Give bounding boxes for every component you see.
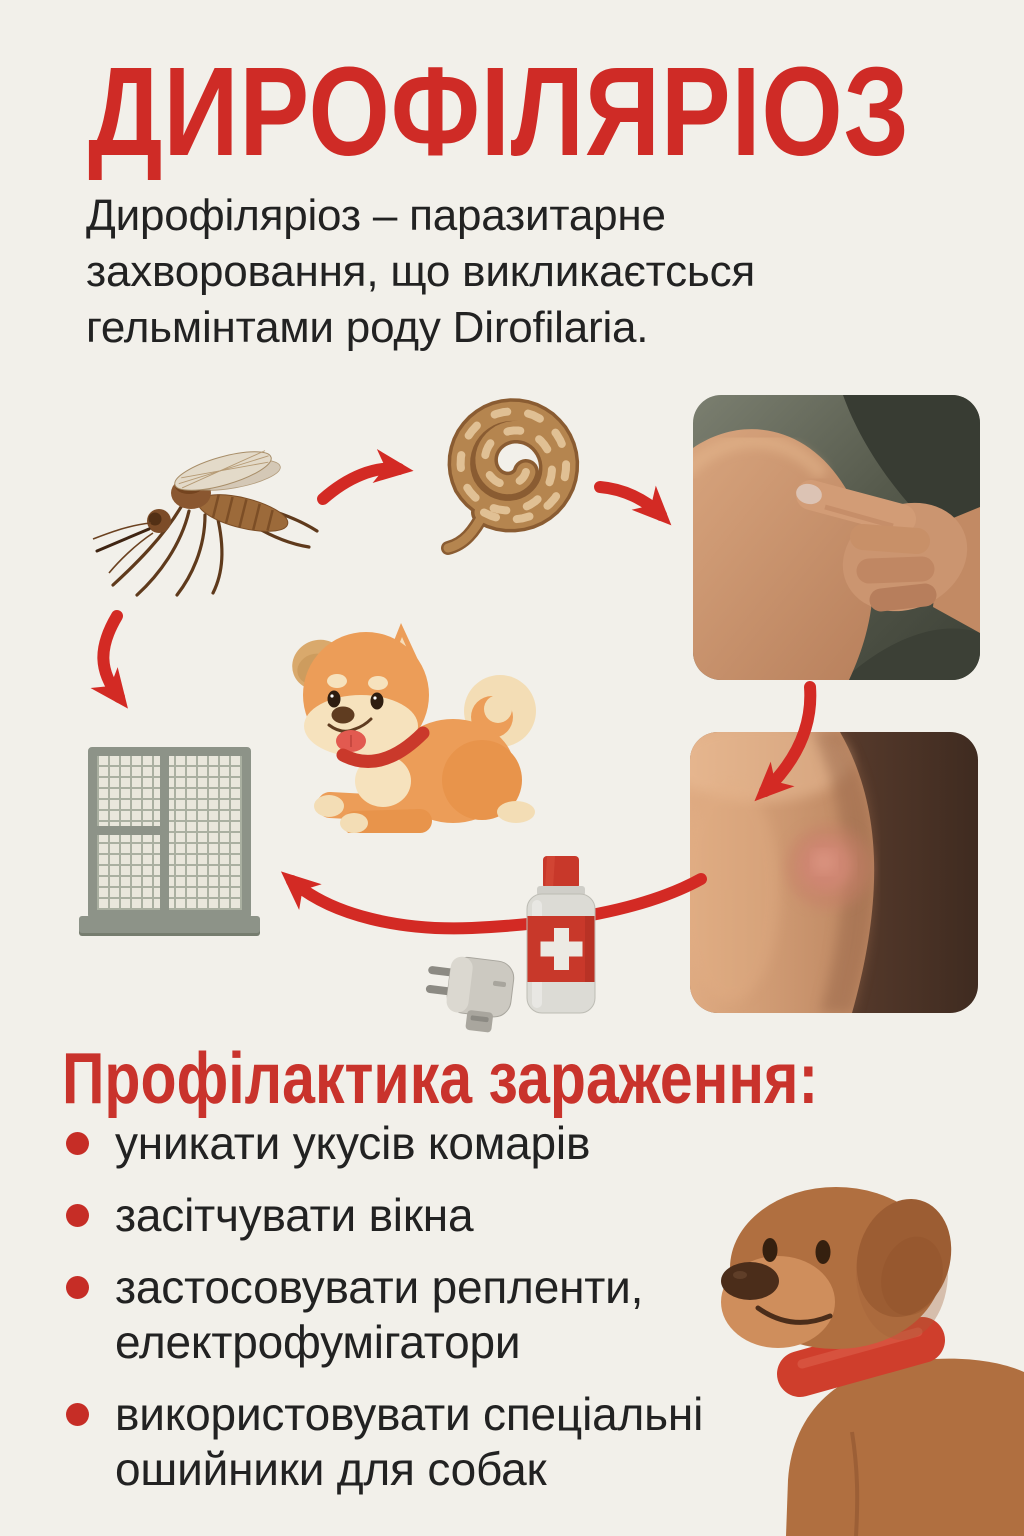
intro-line: захворовання, що викликаєтсься bbox=[86, 247, 756, 296]
bullet-dot bbox=[66, 1403, 89, 1426]
heartworm-larva-illustration bbox=[408, 392, 598, 562]
bullet-dot bbox=[66, 1276, 89, 1299]
prevention-heading: Профілактика зараження: bbox=[62, 1039, 819, 1119]
list-item-text: уникати укусів комарів bbox=[115, 1117, 591, 1169]
page-title: ДИРОФІЛЯРІОЗ bbox=[88, 41, 910, 182]
arrow-mosquito-to-larva bbox=[323, 469, 399, 499]
arrow-mosquito-to-window bbox=[103, 616, 119, 697]
mosquito-proboscis bbox=[97, 529, 149, 551]
list-item bbox=[64, 1387, 805, 1497]
intro-line: Дирофіляріоз – паразитарне bbox=[86, 191, 666, 240]
dog-illustration bbox=[700, 1180, 1024, 1536]
mosquito-illustration bbox=[85, 445, 320, 600]
arrow-larva-to-arm bbox=[600, 487, 661, 515]
intro-text bbox=[86, 188, 755, 356]
list-item bbox=[64, 1188, 805, 1243]
puppy-illustration bbox=[285, 613, 540, 833]
window-divider bbox=[160, 756, 169, 910]
list-item-text: засітчувати вікна bbox=[115, 1189, 474, 1241]
prevention-list bbox=[64, 1116, 805, 1514]
repellent-bottle-icon bbox=[524, 854, 598, 1016]
bullet-dot bbox=[66, 1132, 89, 1155]
puppy-nose bbox=[332, 707, 355, 724]
dog-nose bbox=[721, 1262, 779, 1300]
window-divider bbox=[97, 826, 160, 835]
bullet-dot bbox=[66, 1204, 89, 1227]
window-sill bbox=[79, 916, 260, 933]
arrow-bite-to-window bbox=[292, 879, 701, 928]
bite-mark-photo bbox=[690, 732, 978, 1013]
window-screen-icon bbox=[88, 747, 251, 919]
list-item-text: застосовувати репленти, електрофумігатори bbox=[115, 1261, 644, 1368]
intro-line: гельмінтами роду Dirofilaria. bbox=[86, 303, 649, 352]
list-item bbox=[64, 1260, 805, 1370]
list-item-text: використовувати спеціальні ошийники для собак bbox=[115, 1388, 704, 1495]
arm-pointing-photo bbox=[693, 395, 980, 680]
fumigator-plug-icon bbox=[424, 955, 520, 1033]
list-item bbox=[64, 1116, 805, 1171]
